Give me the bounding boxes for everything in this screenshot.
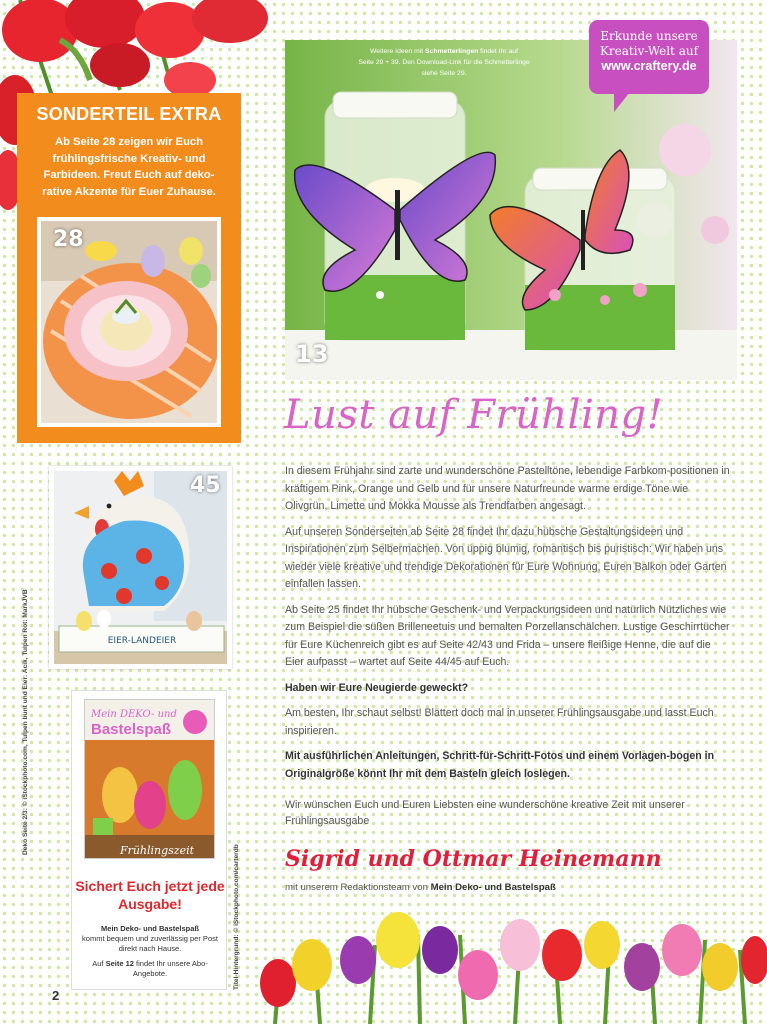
editor-signature: Sigrid und Ottmar Heinemann (285, 846, 662, 872)
signoff (285, 882, 725, 893)
magazine-title-1: Mein DEKO- und (91, 709, 177, 720)
magazine-title-2: Bastelspaß (91, 721, 172, 738)
bubble-tail (614, 92, 630, 112)
magazine-headline: Sichert Euch jetzt jede Ausgabe! (75, 878, 225, 912)
bubble-line2: Kreativ-Welt auf (599, 44, 699, 58)
paragraph: Auf unseren Sonderseiten ab Seite 28 findet Ihr dazu hübsche Gestaltungsideen und Inspirationen zum Selbermachen. Von üppig blumig, romantisch bis puristisch: Wir haben uns wieder viele kreative und trendige Dekorationen für Eure Wohnung, Euren Balkon oder Garten einfallen lassen. (285, 525, 727, 590)
magazine-subtext-rest: kommt bequem und zuverlässig per Post direkt nach Hause. (82, 934, 218, 953)
magazine-ad[interactable] (71, 690, 227, 990)
photo-page-badge: 13 (295, 340, 329, 368)
page-number: 2 (52, 988, 60, 1003)
page-title: Lust auf Frühling! (284, 392, 664, 438)
sonderteil-box (17, 93, 241, 443)
magazine-badge: Frühlingszeit (119, 844, 195, 857)
photo-note (339, 46, 549, 79)
bubble-line1: Erkunde unsere (600, 29, 698, 43)
note-line1-bold: Schmetterlingen (425, 48, 479, 55)
paragraph: In diesem Frühjahr sind zarte und wunderschöne Pastelltöne, lebendige Farbkom-positionen in kräftigem Pink, Orange und Gelb und für unsere Naturfreunde warme erdige Töne wie Olivgrün, Limette und Mokka Mousse als Trendfarben angesagt. (285, 465, 730, 512)
photo-page-badge: 28 (53, 227, 84, 252)
sonderteil-text: Ab Seite 28 zeigen wir Euch frühlingsfrische Kreativ- und Farbideen. Freut Euch auf deko-rative Akzente für Euer Zuhause. (42, 136, 216, 198)
signoff-prefix: mit unserem Redaktionsteam von (285, 882, 431, 893)
note-line1-suffix: findet Ihr auf (478, 48, 518, 55)
paragraph-bold: Mit ausführlichen Anleitungen, Schritt-für-Schritt-Fotos und einem Vorlagen-bogen in Originalgröße könnt Ihr mit dem Basteln gleich loslegen. (285, 750, 715, 780)
signoff-bold: Mein Deko- und Bastelspaß (430, 882, 556, 893)
tulips-bottom-decoration (250, 905, 767, 1024)
paragraph: Wir wünschen Euch und Euren Liebsten eine wunderschöne kreative Zeit mit unserer Frühlingsausgabe (285, 799, 685, 827)
abo-note-suffix: findet Ihr unsere Abo-Angebote. (132, 959, 208, 978)
photo-page-badge: 45 (190, 473, 221, 498)
sonderteil-title: SONDERTEIL EXTRA (36, 104, 222, 124)
craftery-bubble[interactable] (589, 20, 709, 94)
magazine-cover-image (84, 699, 215, 859)
note-line3: siehe Seite 29. (421, 70, 467, 77)
abo-note-bold: Seite 12 (105, 959, 134, 968)
note-line2: Seite 29 + 39. Den Download-Link für die Schmetterlinge (358, 59, 530, 66)
abo-note-prefix: Auf (92, 959, 106, 968)
magazine-subtext (82, 924, 218, 954)
magazine-subtext-bold: Mein Deko- und Bastelspaß (101, 924, 199, 933)
editorial-body (285, 463, 730, 837)
hen-photo[interactable] (49, 466, 232, 669)
photo-credit-left: Deko Seite 2/3: © iStockphoto.com, Tulpen bunt und Eier: Acik, Tulpen Rot: MarkJVB (22, 589, 29, 855)
bubble-text (595, 29, 703, 74)
easter-plate-photo[interactable] (37, 217, 221, 427)
note-line1-prefix: Weitere Ideen mit (370, 48, 426, 55)
magazine-abo-note (82, 959, 218, 979)
craftery-link[interactable]: www.craftery.de (601, 59, 697, 73)
question-line: Haben wir Eure Neugierde geweckt? (285, 681, 469, 694)
paragraph: Ab Seite 25 findet Ihr hübsche Geschenk- und Verpackungsideen und natürlich Nützliches wie zum Beispiel die süßen Brilleneetuis und bemalten Porzellanschälchen. Lustige Geschirrtücher für Eure Küchenreich gibt es auf Seite 42/43 und Frida – unsere fleißige Henne, die auf die Eier aufpasst – wartet auf Seite 44/45 auf Euch. (285, 603, 730, 668)
paragraph: Am besten, Ihr schaut selbst! Blättert doch mal in unserer Frühlingsausgabe und lasst Euch inspirieren. (285, 707, 714, 737)
photo-credit-right: Titel-Hintergrund: © iStockphoto.com/carterdb (233, 844, 240, 990)
hen-sign-text: EIER-LANDEIER (107, 636, 177, 646)
